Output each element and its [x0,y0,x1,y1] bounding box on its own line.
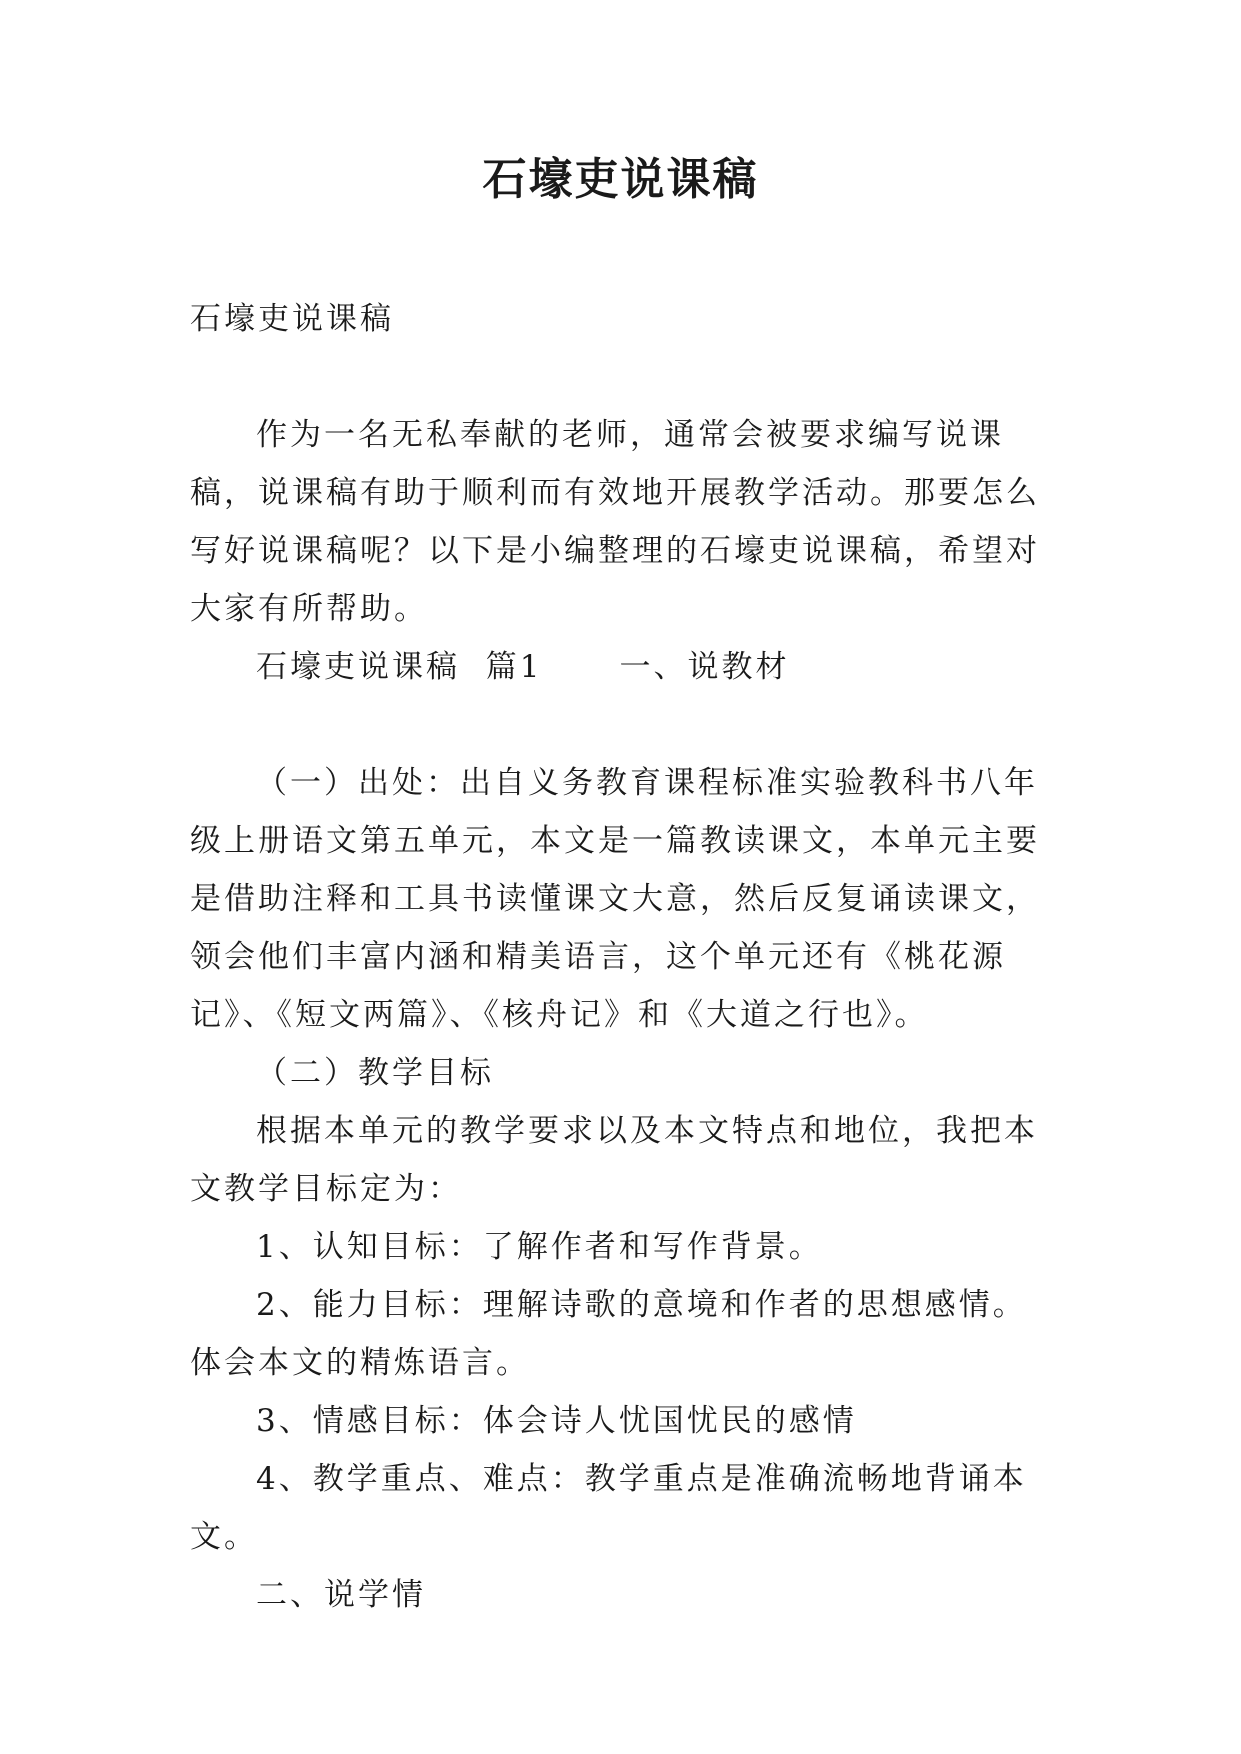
document-subtitle: 石壕吏说课稿 [190,301,394,337]
goals-heading: （二）教学目标 [256,1055,494,1091]
goal-emotion: 3、情感目标：体会诗人忧国忧民的感情 [256,1403,857,1439]
intro-paragraph: 作为一名无私奉献的老师，通常会被要求编写说课稿，说课稿有助于顺利而有效地开展教学活动。那要怎么写好说课稿呢？以下是小编整理的石壕吏说课稿，希望对大家有所帮助。 [190,417,1040,627]
section-heading-teaching-material: 石壕吏说课稿 篇1 一、说教材 [256,649,790,685]
goals-intro-paragraph: 根据本单元的教学要求以及本文特点和地位，我把本文教学目标定为： [190,1113,1038,1207]
section-heading-student-analysis: 二、说学情 [256,1577,426,1613]
document-title: 石壕吏说课稿 [482,154,759,205]
goal-cognitive: 1、认知目标：了解作者和写作背景。 [256,1229,823,1265]
goal-key-points: 4、教学重点、难点：教学重点是准确流畅地背诵本文。 [190,1461,1027,1555]
goal-ability: 2、能力目标：理解诗歌的意境和作者的思想感情。体会本文的精炼语言。 [190,1287,1027,1381]
source-paragraph: （一）出处：出自义务教育课程标准实验教科书八年级上册语文第五单元，本文是一篇教读课文，本单元主要是借助注释和工具书读懂课文大意，然后反复诵读课文，领会他们丰富内涵和精美语言，这个单元还有《桃花源记》、《短文两篇》、《核舟记》和《大道之行也》。 [190,765,1040,1033]
document-body [190,290,1050,1624]
